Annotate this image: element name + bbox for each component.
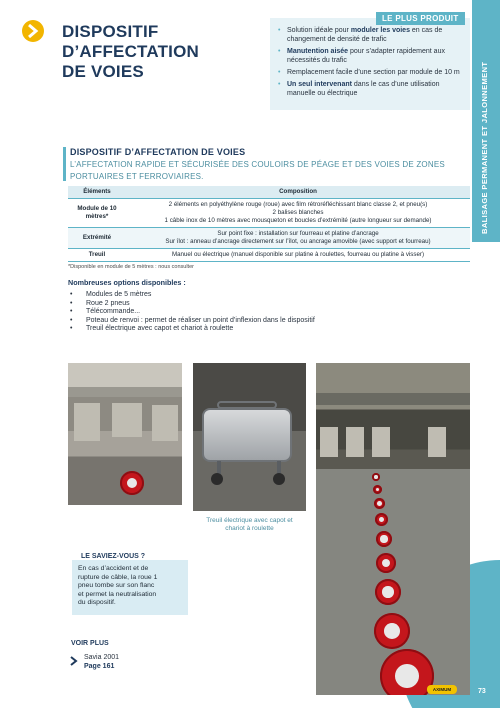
see-also-title: VOIR PLUS: [71, 640, 109, 647]
product-benefits-list: [278, 26, 468, 101]
brand-logo-text: AXIMUM: [432, 687, 452, 692]
table-row: [68, 248, 470, 261]
table-cell-line: Sur îlot : anneau d’ancrage directement sur l’îlot, ou ancrage amovible (avec support et fourreau): [165, 237, 431, 245]
toll-booth-photo: [68, 363, 182, 505]
table-cell: [126, 248, 470, 261]
benefit-text: en cas de changement de densité de trafic: [287, 27, 443, 43]
did-you-know-line: pneu tombe sur son flanc: [78, 582, 155, 589]
table-header-row: [68, 186, 470, 198]
chevron-right-icon: [70, 656, 78, 666]
benefit-text: pour s’adapter rapidement aux nécessités du trafic: [287, 48, 445, 64]
table-cell: [126, 198, 470, 227]
benefit-text: Solution idéale pour: [287, 27, 351, 34]
toll-canopy: [316, 393, 470, 405]
electric-winch-photo: [193, 363, 306, 511]
did-you-know-text: [78, 565, 186, 608]
toll-booth: [346, 427, 364, 457]
toll-booth: [320, 427, 338, 457]
red-wheel: [373, 485, 382, 494]
red-wheel: [372, 473, 380, 481]
toll-booth: [112, 403, 142, 437]
product-benefit-item: [278, 80, 468, 98]
section-subtitle: L’AFFECTATION RAPIDE ET SÉCURISÉE DES COULOIRS DE PÉAGE ET DES VOIES DE ZONES PORTUAIRES ET FERROVIAIRES.: [70, 160, 445, 181]
photo-caption-line: Treuil électrique avec capot et: [206, 517, 293, 524]
table-row: [68, 198, 470, 227]
option-item: • Modules de 5 mètres: [68, 291, 315, 300]
red-wheel: [374, 498, 385, 509]
table-header-composition: Composition: [126, 186, 470, 198]
photo-caption: [193, 517, 306, 533]
options-title: Nombreuses options disponibles :: [68, 278, 186, 287]
red-wheel: [375, 579, 401, 605]
see-also-link[interactable]: Savia 2001: [84, 654, 120, 661]
table-cell-line: Sur point fixe : installation sur fourreau et platine d’ancrage: [217, 229, 379, 237]
benefit-highlight: Manutention aisée: [287, 48, 349, 55]
toll-booth: [74, 403, 100, 441]
product-benefit-item: [278, 47, 468, 65]
benefit-highlight: Un seul intervenant: [287, 81, 352, 88]
lane-assignment-photo: [316, 363, 470, 695]
toll-booth: [372, 427, 390, 457]
product-benefit-item: [278, 26, 468, 44]
product-benefits-tag: LE PLUS PRODUIT: [376, 12, 465, 25]
see-also-page[interactable]: Page 161: [84, 663, 115, 670]
page-number: 73: [478, 688, 486, 695]
table-row-label: Module de 10 mètres*: [68, 198, 126, 227]
table-row-label: Treuil: [68, 248, 126, 261]
table-cell-line: 2 balises blanches: [272, 208, 324, 216]
red-wheel: [376, 553, 396, 573]
did-you-know-tag: LE SAVIEZ-VOUS ?: [78, 553, 148, 560]
benefit-text: Remplacement facile d’une section par module de 10 m: [287, 69, 460, 76]
composition-table: [68, 186, 470, 262]
options-list: [68, 291, 315, 334]
toll-booth: [428, 427, 446, 457]
page-title-line: DE VOIES: [62, 62, 144, 81]
red-wheel: [376, 531, 392, 547]
benefit-highlight: moduler les voies: [350, 27, 410, 34]
photo-caption-line: chariot à roulette: [225, 525, 274, 532]
option-item: • Treuil électrique avec capot et chariot à roulette: [68, 325, 315, 334]
toll-booth: [152, 405, 178, 441]
table-header-elements: Éléments: [68, 186, 126, 198]
chevron-right-icon: [22, 20, 44, 42]
table-cell: [126, 227, 470, 248]
winch-caster: [211, 473, 223, 485]
red-wheel: [375, 513, 388, 526]
option-item: • Roue 2 pneus: [68, 300, 315, 309]
table-footnote: *Disponible en module de 5 mètres : nous consulter: [68, 264, 194, 270]
did-you-know-line: du dispositif.: [78, 599, 116, 606]
section-side-label-text: BALISAGE PERMANENT ET JALONNEMENT: [480, 61, 489, 234]
page-title-line: DISPOSITIF: [62, 22, 159, 41]
page-title: [62, 22, 262, 82]
toll-canopy: [68, 387, 182, 397]
page-title-line: D’AFFECTATION: [62, 42, 200, 61]
electric-winch: [202, 408, 292, 462]
table-row: [68, 227, 470, 248]
did-you-know-line: En cas d’accident et de: [78, 565, 149, 572]
winch-caster: [273, 473, 285, 485]
table-row-label: Extrémité: [68, 227, 126, 248]
product-benefit-item: [278, 68, 468, 77]
section-title: DISPOSITIF D’AFFECTATION DE VOIES: [70, 147, 246, 157]
section-accent-bar: [63, 147, 66, 181]
red-wheel: [374, 613, 410, 649]
brand-logo: [427, 685, 457, 694]
table-cell-line: 1 câble inox de 10 mètres avec mousqueton et boucles d’extrémité (autre longueur sur demande): [164, 216, 432, 224]
table-cell-line: 2 éléments en polyéthylène rouge (roue) avec film rétroréfléchissant blanc classe 2, et pneu(s): [168, 200, 428, 208]
red-wheel: [380, 649, 434, 695]
did-you-know-line: rupture de câble, la roue 1: [78, 573, 158, 581]
option-item: • Poteau de renvoi : permet de réaliser un point d’inflexion dans le dispositif: [68, 317, 315, 326]
option-item: • Télécommande...: [68, 308, 315, 317]
did-you-know-line: et permet la neutralisation: [78, 590, 157, 598]
table-cell-line: Manuel ou électrique (manuel disponible sur platine à roulettes, fourreau ou platine à visser): [171, 250, 425, 258]
benefit-text: dans le cas d’une utilisation manuelle ou électrique: [287, 81, 440, 97]
red-wheel: [120, 471, 144, 495]
